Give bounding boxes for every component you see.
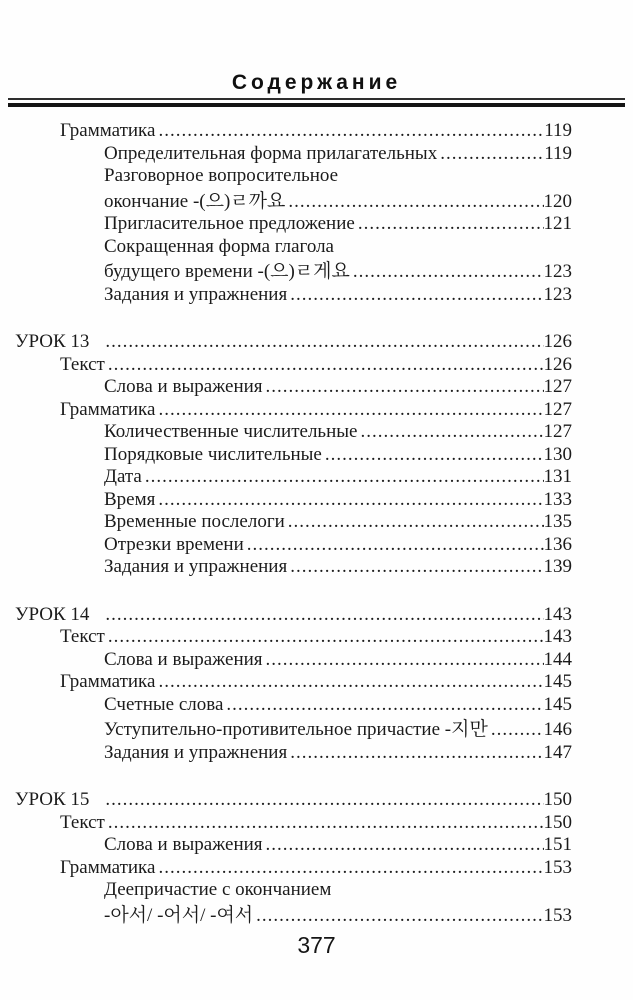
toc-entry	[15, 284, 572, 307]
dot-leader	[440, 143, 544, 166]
toc-entry	[15, 812, 572, 835]
toc-section-entry	[15, 604, 572, 627]
toc-entry-label: Слова и выражения	[104, 376, 263, 397]
toc-entry-page: 145	[543, 693, 572, 715]
dot-leader	[353, 261, 544, 284]
toc-entry-label: Порядковые числительные	[104, 443, 322, 465]
toc-entry-label: будущего времени -(으)ㄹ게요	[104, 261, 350, 282]
toc-entry-page: 133	[543, 488, 572, 510]
toc-entry	[15, 857, 572, 880]
toc-entry-label: -아서/ -어서/ -여서	[104, 904, 254, 926]
toc-entry-label: Пригласительное предложение	[104, 213, 355, 234]
toc-entry-page: 150	[543, 789, 572, 810]
toc-entry-label: Задания и упражнения	[104, 556, 288, 577]
toc-entry-page: 150	[543, 811, 572, 833]
toc-entry-label: Грамматика	[60, 120, 156, 141]
toc-entry	[15, 511, 572, 534]
toc-entry-label: Грамматика	[60, 856, 156, 878]
toc-list	[15, 120, 572, 927]
toc-entry	[15, 165, 572, 188]
toc-entry-page: 120	[543, 190, 572, 212]
toc-entry-label: Задания и упражнения	[104, 741, 288, 763]
dot-leader	[491, 719, 544, 742]
dot-leader	[226, 694, 543, 717]
dot-leader	[266, 649, 544, 672]
toc-entry-page: 123	[543, 283, 572, 305]
dot-leader	[158, 399, 543, 422]
toc-entry	[15, 834, 572, 857]
toc-entry-label: Счетные слова	[104, 693, 224, 715]
toc-entry-label: Грамматика	[60, 671, 156, 692]
toc-entry-page: 127	[543, 421, 572, 442]
toc-entry	[15, 376, 572, 399]
toc-entry-page: 145	[543, 671, 572, 692]
toc-entry-page: 127	[543, 398, 572, 420]
toc-entry-page: 131	[543, 466, 572, 487]
dot-leader	[288, 511, 544, 534]
toc-entry-page: 153	[543, 904, 572, 926]
toc-entry-label: Время	[104, 488, 156, 510]
toc-entry-page: 136	[543, 533, 572, 555]
toc-entry-page: 153	[543, 856, 572, 878]
toc-entry-label: Уступительно-противительное причастие -지만	[104, 719, 488, 740]
header-rule	[8, 98, 625, 107]
dot-leader	[158, 489, 543, 512]
toc-entry-label: Сокращенная форма глагола	[104, 235, 334, 257]
toc-entry	[15, 188, 572, 214]
toc-entry	[15, 236, 572, 259]
toc-entry-page: 143	[543, 626, 572, 647]
toc-entry	[15, 556, 572, 579]
toc-entry-label: Дата	[104, 466, 142, 487]
dot-leader	[256, 905, 543, 928]
toc-entry-label: Задания и упражнения	[104, 283, 288, 305]
toc-entry-label: Разговорное вопросительное	[104, 165, 339, 186]
toc-entry	[15, 143, 572, 166]
dot-leader	[247, 534, 544, 557]
toc-entry	[15, 213, 572, 236]
toc-entry-page: 139	[543, 556, 572, 577]
toc-entry-page: 121	[543, 213, 572, 234]
dot-leader	[325, 444, 544, 467]
toc-entry-label: УРОК 13	[15, 331, 90, 352]
dot-leader	[266, 376, 544, 399]
toc-entry	[15, 716, 572, 742]
toc-entry-page: 146	[543, 719, 572, 740]
toc-section-entry	[15, 789, 572, 812]
toc-entry-page: 144	[543, 648, 572, 670]
toc-entry	[15, 354, 572, 377]
toc-entry-page: 126	[543, 331, 572, 352]
toc-entry	[15, 534, 572, 557]
toc-section-entry	[15, 331, 572, 354]
page-number: 377	[297, 932, 336, 958]
dot-leader	[158, 857, 543, 880]
toc-entry-label: Текст	[60, 626, 105, 647]
page-title: Содержание	[231, 71, 402, 94]
toc-entry-page: 127	[543, 376, 572, 397]
toc-entry-page: 119	[544, 142, 572, 164]
toc-entry	[15, 694, 572, 717]
toc-entry-label: УРОК 14	[15, 603, 90, 625]
dot-leader	[158, 120, 544, 143]
toc-entry	[15, 120, 572, 143]
dot-leader	[158, 671, 543, 694]
toc-entry-label: УРОК 15	[15, 789, 90, 810]
dot-leader	[108, 812, 544, 835]
toc-entry-label: окончание -(으)ㄹ까요	[104, 190, 286, 212]
dot-leader	[145, 466, 544, 489]
toc-entry-page: 130	[543, 443, 572, 465]
toc-entry	[15, 626, 572, 649]
dot-leader	[105, 789, 543, 812]
toc-entry	[15, 879, 572, 902]
toc-entry	[15, 466, 572, 489]
toc-entry	[15, 902, 572, 928]
toc-entry	[15, 489, 572, 512]
toc-entry	[15, 671, 572, 694]
dot-leader	[290, 742, 543, 765]
dot-leader	[290, 556, 543, 579]
toc-entry	[15, 444, 572, 467]
toc-entry-page: 147	[543, 741, 572, 763]
dot-leader	[105, 604, 543, 627]
toc-entry-page: 126	[543, 353, 572, 375]
toc-entry-label: Деепричастие с окончанием	[104, 879, 332, 900]
dot-leader	[360, 421, 543, 444]
dot-leader	[288, 191, 543, 214]
dot-leader	[105, 331, 543, 354]
toc-entry-label: Слова и выражения	[104, 648, 263, 670]
dot-leader	[290, 284, 543, 307]
dot-leader	[266, 834, 544, 857]
toc-entry-page: 151	[543, 834, 572, 855]
toc-entry-page: 135	[543, 511, 572, 532]
toc-entry	[15, 421, 572, 444]
toc-entry	[15, 258, 572, 284]
toc-entry-label: Определительная форма прилагательных	[104, 142, 438, 164]
toc-entry-label: Отрезки времени	[104, 533, 244, 555]
toc-entry	[15, 742, 572, 765]
toc-entry-label: Временные послелоги	[104, 511, 285, 532]
toc-entry	[15, 399, 572, 422]
toc-entry-page: 119	[544, 120, 572, 141]
toc-entry-label: Текст	[60, 353, 105, 375]
toc-entry-label: Грамматика	[60, 398, 156, 420]
toc-entry	[15, 649, 572, 672]
dot-leader	[358, 213, 544, 236]
dot-leader	[108, 354, 544, 377]
toc-entry-page: 123	[543, 261, 572, 282]
toc-entry-label: Количественные числительные	[104, 421, 358, 442]
toc-entry-page: 143	[543, 603, 572, 625]
toc-entry-label: Слова и выражения	[104, 834, 263, 855]
toc-entry-label: Текст	[60, 811, 105, 833]
dot-leader	[108, 626, 544, 649]
